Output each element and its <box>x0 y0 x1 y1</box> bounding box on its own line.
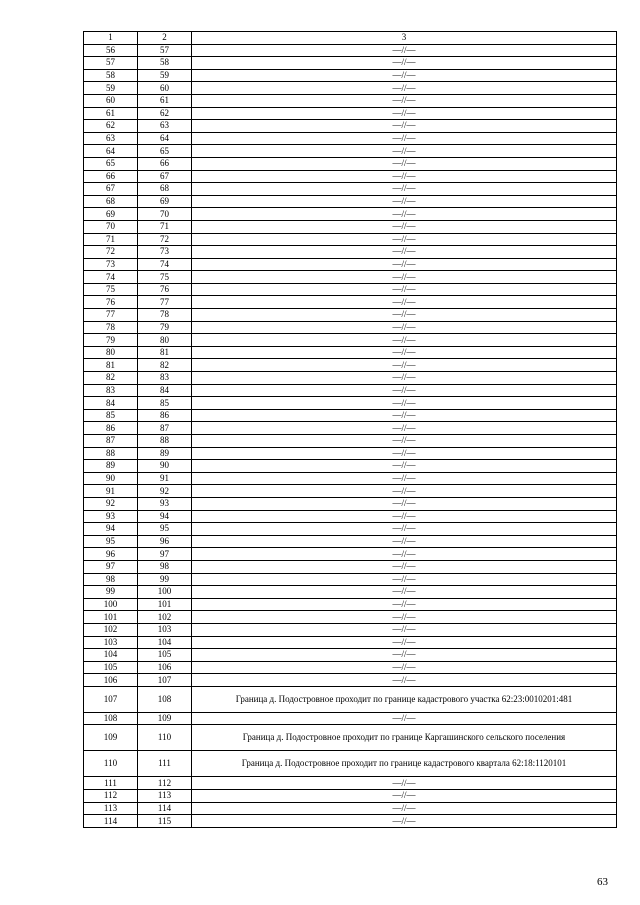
to-point-cell: 83 <box>138 372 192 385</box>
from-point-cell: 96 <box>84 548 138 561</box>
to-point-cell: 106 <box>138 661 192 674</box>
from-point-cell: 89 <box>84 460 138 473</box>
from-point-cell: 112 <box>84 790 138 803</box>
header-col-1: 1 <box>84 32 138 45</box>
from-point-cell: 64 <box>84 145 138 158</box>
description-cell: —//— <box>192 815 617 828</box>
to-point-cell: 114 <box>138 802 192 815</box>
table-row <box>84 422 617 435</box>
table-row <box>84 686 617 712</box>
description-cell: —//— <box>192 271 617 284</box>
from-point-cell: 94 <box>84 523 138 536</box>
table-row <box>84 586 617 599</box>
from-point-cell: 84 <box>84 397 138 410</box>
table-row <box>84 777 617 790</box>
table-row <box>84 598 617 611</box>
table-row <box>84 145 617 158</box>
to-point-cell: 69 <box>138 195 192 208</box>
to-point-cell: 64 <box>138 132 192 145</box>
table-row <box>84 409 617 422</box>
header-col-3: 3 <box>192 32 617 45</box>
to-point-cell: 94 <box>138 510 192 523</box>
from-point-cell: 69 <box>84 208 138 221</box>
from-point-cell: 86 <box>84 422 138 435</box>
table-row <box>84 815 617 828</box>
table-row <box>84 460 617 473</box>
to-point-cell: 108 <box>138 686 192 712</box>
description-cell: —//— <box>192 573 617 586</box>
to-point-cell: 86 <box>138 409 192 422</box>
description-cell: —//— <box>192 82 617 95</box>
from-point-cell: 93 <box>84 510 138 523</box>
to-point-cell: 103 <box>138 623 192 636</box>
from-point-cell: 74 <box>84 271 138 284</box>
description-cell: —//— <box>192 472 617 485</box>
description-cell: —//— <box>192 649 617 662</box>
page-number: 63 <box>597 876 608 888</box>
description-cell: —//— <box>192 246 617 259</box>
description-cell: —//— <box>192 157 617 170</box>
table-row <box>84 636 617 649</box>
from-point-cell: 85 <box>84 409 138 422</box>
table-row <box>84 523 617 536</box>
description-cell: —//— <box>192 107 617 120</box>
description-cell: —//— <box>192 309 617 322</box>
description-cell: —//— <box>192 790 617 803</box>
description-cell: —//— <box>192 69 617 82</box>
table-row <box>84 195 617 208</box>
from-point-cell: 62 <box>84 120 138 133</box>
from-point-cell: 82 <box>84 372 138 385</box>
description-cell: —//— <box>192 132 617 145</box>
from-point-cell: 107 <box>84 686 138 712</box>
to-point-cell: 107 <box>138 674 192 687</box>
table-row <box>84 472 617 485</box>
table-row <box>84 57 617 70</box>
to-point-cell: 105 <box>138 649 192 662</box>
table-row <box>84 120 617 133</box>
description-cell: —//— <box>192 208 617 221</box>
description-cell: —//— <box>192 460 617 473</box>
description-cell: —//— <box>192 409 617 422</box>
description-cell: —//— <box>192 258 617 271</box>
table-row <box>84 573 617 586</box>
from-point-cell: 75 <box>84 283 138 296</box>
from-point-cell: 95 <box>84 535 138 548</box>
description-cell: —//— <box>192 636 617 649</box>
to-point-cell: 82 <box>138 359 192 372</box>
from-point-cell: 108 <box>84 712 138 725</box>
description-cell: —//— <box>192 384 617 397</box>
to-point-cell: 104 <box>138 636 192 649</box>
description-cell: —//— <box>192 57 617 70</box>
to-point-cell: 102 <box>138 611 192 624</box>
table-row <box>84 258 617 271</box>
table-row <box>84 725 617 751</box>
from-point-cell: 76 <box>84 296 138 309</box>
to-point-cell: 58 <box>138 57 192 70</box>
to-point-cell: 72 <box>138 233 192 246</box>
to-point-cell: 84 <box>138 384 192 397</box>
to-point-cell: 89 <box>138 447 192 460</box>
from-point-cell: 83 <box>84 384 138 397</box>
from-point-cell: 91 <box>84 485 138 498</box>
to-point-cell: 85 <box>138 397 192 410</box>
description-cell: —//— <box>192 661 617 674</box>
to-point-cell: 59 <box>138 69 192 82</box>
table-row <box>84 208 617 221</box>
to-point-cell: 91 <box>138 472 192 485</box>
table-row <box>84 435 617 448</box>
to-point-cell: 109 <box>138 712 192 725</box>
from-point-cell: 60 <box>84 94 138 107</box>
from-point-cell: 65 <box>84 157 138 170</box>
to-point-cell: 98 <box>138 560 192 573</box>
to-point-cell: 92 <box>138 485 192 498</box>
from-point-cell: 68 <box>84 195 138 208</box>
description-cell: —//— <box>192 145 617 158</box>
description-cell: —//— <box>192 94 617 107</box>
from-point-cell: 97 <box>84 560 138 573</box>
description-cell: —//— <box>192 372 617 385</box>
from-point-cell: 57 <box>84 57 138 70</box>
table-row <box>84 321 617 334</box>
description-cell: —//— <box>192 523 617 536</box>
from-point-cell: 79 <box>84 334 138 347</box>
description-cell: —//— <box>192 623 617 636</box>
description-cell: —//— <box>192 233 617 246</box>
description-cell: —//— <box>192 611 617 624</box>
to-point-cell: 90 <box>138 460 192 473</box>
table-header-row <box>84 32 617 45</box>
from-point-cell: 113 <box>84 802 138 815</box>
description-cell: —//— <box>192 586 617 599</box>
from-point-cell: 90 <box>84 472 138 485</box>
table-row <box>84 674 617 687</box>
description-cell: —//— <box>192 510 617 523</box>
description-cell: —//— <box>192 220 617 233</box>
from-point-cell: 111 <box>84 777 138 790</box>
from-point-cell: 87 <box>84 435 138 448</box>
table-row <box>84 170 617 183</box>
from-point-cell: 114 <box>84 815 138 828</box>
description-cell: —//— <box>192 170 617 183</box>
description-cell: —//— <box>192 397 617 410</box>
from-point-cell: 100 <box>84 598 138 611</box>
from-point-cell: 67 <box>84 183 138 196</box>
to-point-cell: 113 <box>138 790 192 803</box>
to-point-cell: 101 <box>138 598 192 611</box>
description-cell: —//— <box>192 44 617 57</box>
table-row <box>84 157 617 170</box>
description-cell: —//— <box>192 334 617 347</box>
to-point-cell: 66 <box>138 157 192 170</box>
from-point-cell: 92 <box>84 497 138 510</box>
to-point-cell: 73 <box>138 246 192 259</box>
description-cell: —//— <box>192 802 617 815</box>
table-row <box>84 283 617 296</box>
table-row <box>84 510 617 523</box>
from-point-cell: 110 <box>84 751 138 777</box>
table-row <box>84 372 617 385</box>
to-point-cell: 100 <box>138 586 192 599</box>
to-point-cell: 88 <box>138 435 192 448</box>
from-point-cell: 61 <box>84 107 138 120</box>
from-point-cell: 58 <box>84 69 138 82</box>
description-cell: —//— <box>192 296 617 309</box>
from-point-cell: 109 <box>84 725 138 751</box>
table-row <box>84 649 617 662</box>
description-cell: —//— <box>192 560 617 573</box>
description-cell: —//— <box>192 321 617 334</box>
description-cell: —//— <box>192 283 617 296</box>
description-cell: —//— <box>192 485 617 498</box>
description-cell: —//— <box>192 777 617 790</box>
table-row <box>84 535 617 548</box>
table-row <box>84 107 617 120</box>
to-point-cell: 57 <box>138 44 192 57</box>
table-row <box>84 309 617 322</box>
from-point-cell: 56 <box>84 44 138 57</box>
to-point-cell: 112 <box>138 777 192 790</box>
description-cell: —//— <box>192 447 617 460</box>
table-row <box>84 397 617 410</box>
to-point-cell: 95 <box>138 523 192 536</box>
from-point-cell: 80 <box>84 346 138 359</box>
to-point-cell: 67 <box>138 170 192 183</box>
table-row <box>84 296 617 309</box>
table-row <box>84 44 617 57</box>
to-point-cell: 77 <box>138 296 192 309</box>
from-point-cell: 88 <box>84 447 138 460</box>
to-point-cell: 97 <box>138 548 192 561</box>
from-point-cell: 78 <box>84 321 138 334</box>
description-cell: —//— <box>192 598 617 611</box>
table-row <box>84 560 617 573</box>
description-cell: —//— <box>192 674 617 687</box>
description-cell: —//— <box>192 497 617 510</box>
to-point-cell: 115 <box>138 815 192 828</box>
from-point-cell: 73 <box>84 258 138 271</box>
from-point-cell: 98 <box>84 573 138 586</box>
table-row <box>84 82 617 95</box>
from-point-cell: 63 <box>84 132 138 145</box>
to-point-cell: 87 <box>138 422 192 435</box>
table-row <box>84 611 617 624</box>
description-cell: Граница д. Подостровное проходит по границе кадастрового квартала 62:18:1120101 <box>192 751 617 777</box>
description-cell: —//— <box>192 346 617 359</box>
table-row <box>84 69 617 82</box>
to-point-cell: 81 <box>138 346 192 359</box>
table-row <box>84 94 617 107</box>
description-cell: —//— <box>192 435 617 448</box>
from-point-cell: 70 <box>84 220 138 233</box>
from-point-cell: 102 <box>84 623 138 636</box>
table-row <box>84 346 617 359</box>
table-row <box>84 712 617 725</box>
description-cell: —//— <box>192 535 617 548</box>
to-point-cell: 68 <box>138 183 192 196</box>
from-point-cell: 104 <box>84 649 138 662</box>
from-point-cell: 66 <box>84 170 138 183</box>
to-point-cell: 75 <box>138 271 192 284</box>
table-row <box>84 661 617 674</box>
description-cell: —//— <box>192 712 617 725</box>
table-row <box>84 447 617 460</box>
table-row <box>84 548 617 561</box>
from-point-cell: 77 <box>84 309 138 322</box>
table-row <box>84 497 617 510</box>
table-row <box>84 623 617 636</box>
description-cell: —//— <box>192 120 617 133</box>
from-point-cell: 71 <box>84 233 138 246</box>
table-row <box>84 485 617 498</box>
table-row <box>84 384 617 397</box>
description-cell: —//— <box>192 548 617 561</box>
from-point-cell: 101 <box>84 611 138 624</box>
table-row <box>84 802 617 815</box>
table-row <box>84 220 617 233</box>
to-point-cell: 110 <box>138 725 192 751</box>
from-point-cell: 81 <box>84 359 138 372</box>
table-row <box>84 233 617 246</box>
from-point-cell: 72 <box>84 246 138 259</box>
from-point-cell: 59 <box>84 82 138 95</box>
to-point-cell: 79 <box>138 321 192 334</box>
table-row <box>84 334 617 347</box>
to-point-cell: 71 <box>138 220 192 233</box>
table-row <box>84 246 617 259</box>
to-point-cell: 74 <box>138 258 192 271</box>
table-row <box>84 132 617 145</box>
boundary-points-table <box>83 31 617 828</box>
description-cell: —//— <box>192 183 617 196</box>
to-point-cell: 76 <box>138 283 192 296</box>
to-point-cell: 65 <box>138 145 192 158</box>
to-point-cell: 93 <box>138 497 192 510</box>
table-row <box>84 183 617 196</box>
table-row <box>84 790 617 803</box>
from-point-cell: 106 <box>84 674 138 687</box>
table-row <box>84 359 617 372</box>
from-point-cell: 99 <box>84 586 138 599</box>
description-cell: Граница д. Подостровное проходит по границе Каргашинского сельского поселения <box>192 725 617 751</box>
to-point-cell: 62 <box>138 107 192 120</box>
to-point-cell: 111 <box>138 751 192 777</box>
to-point-cell: 96 <box>138 535 192 548</box>
to-point-cell: 60 <box>138 82 192 95</box>
header-col-2: 2 <box>138 32 192 45</box>
table-row <box>84 751 617 777</box>
to-point-cell: 63 <box>138 120 192 133</box>
to-point-cell: 80 <box>138 334 192 347</box>
table-body <box>84 32 617 828</box>
table-row <box>84 271 617 284</box>
to-point-cell: 70 <box>138 208 192 221</box>
description-cell: —//— <box>192 195 617 208</box>
to-point-cell: 99 <box>138 573 192 586</box>
description-cell: —//— <box>192 359 617 372</box>
description-cell: —//— <box>192 422 617 435</box>
to-point-cell: 78 <box>138 309 192 322</box>
description-cell: Граница д. Подостровное проходит по границе кадастрового участка 62:23:0010201:481 <box>192 686 617 712</box>
from-point-cell: 105 <box>84 661 138 674</box>
from-point-cell: 103 <box>84 636 138 649</box>
to-point-cell: 61 <box>138 94 192 107</box>
